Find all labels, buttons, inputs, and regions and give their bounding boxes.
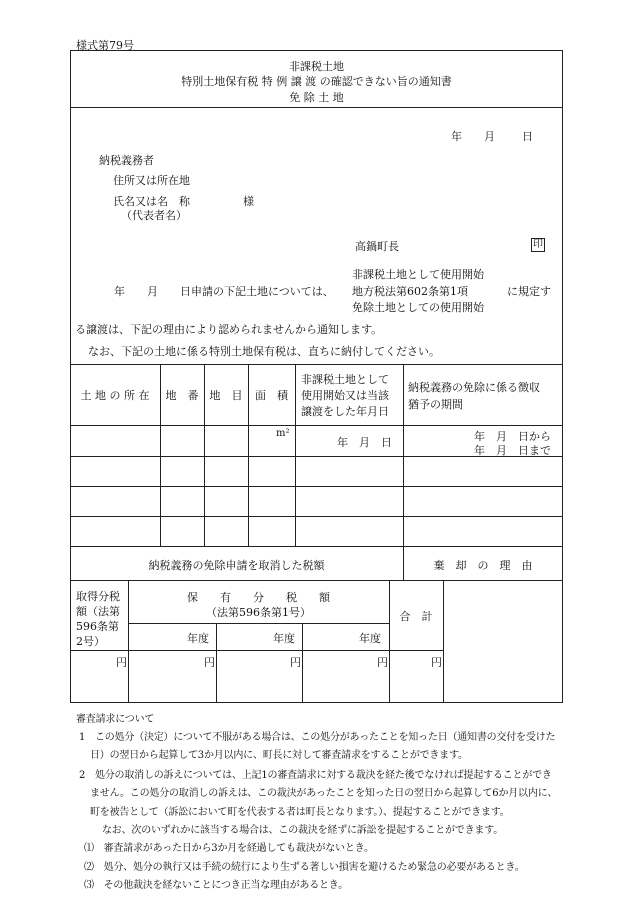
form-number: 様式第79号 (76, 39, 134, 52)
col-exempt-h2: 猶予の期間 (408, 398, 463, 411)
land-table-row-2 (70, 486, 563, 487)
note-2c: 町を被告として（訴訟において町を代表する者は町長となります。）、提起することができます。 (90, 807, 510, 818)
land-col-5 (403, 364, 404, 546)
body-suffix: に規定す (507, 285, 551, 298)
tax-col-2 (216, 623, 217, 703)
date-year: 年 (451, 130, 462, 143)
yen-acq: 円 (116, 656, 127, 669)
tax-col-5 (443, 580, 444, 703)
note-2a: 2 処分の取消しの訴えについては、上記1の審査請求に対する裁決を経た後でなければ提起することができ (79, 770, 552, 781)
issuer-name: 高鍋町長 (355, 240, 399, 253)
body-option-3: 免除土地としての使用開始 (352, 301, 484, 314)
representative-label: （代表者名） (121, 209, 187, 222)
body-line-2: る譲渡は、下記の理由により認められませんから通知します。 (75, 323, 383, 336)
col-category: 地 目 (209, 389, 243, 402)
col-area: 面 積 (255, 389, 288, 402)
body-option-2: 地方税法第602条第1項 (352, 285, 468, 298)
unit-m2: m² (276, 428, 290, 439)
year-3: 年度 (359, 632, 381, 645)
acq-label-4: 2号） (76, 635, 105, 648)
yen-1: 円 (204, 656, 215, 669)
date-month: 月 (484, 130, 495, 143)
body-date-part: 年 月 日申請の下記土地については、 (114, 285, 334, 298)
body-option-1: 非課税土地として使用開始 (352, 268, 484, 281)
header-line-3: 免 除 土 地 (289, 91, 344, 104)
taxpayer-heading: 納税義務者 (99, 154, 154, 167)
address-label: 住所又は所在地 (113, 174, 190, 187)
canceled-tax-label: 納税義務の免除申請を取消した税額 (148, 559, 325, 572)
note-item-1: ⑴ 審査請求があった日から3か月を経過しても裁決がないとき。 (84, 843, 374, 854)
col-date-h3: 譲渡をした年月日 (301, 405, 389, 418)
reason-label: 棄 却 の 理 由 (433, 559, 533, 572)
name-label: 氏名又は名 称 (113, 195, 190, 208)
yen-total: 円 (431, 656, 442, 669)
land-table-row-3 (70, 516, 563, 517)
note-1b: 日）の翌日から起算して3か月以内に、町長に対して審査請求をすることができます。 (90, 750, 468, 761)
note-1a: 1 この処分（決定）について不服がある場合は、この処分があったことを知った日（通知書の交付を受けた (79, 732, 556, 743)
tax-header-bottom (70, 650, 443, 651)
col-date-h2: 使用開始又は当該 (301, 389, 389, 402)
year-1: 年度 (187, 632, 209, 645)
period-from: 年 月 日から (474, 430, 551, 443)
acq-label-2: 額（法第 (76, 605, 120, 618)
note-item-2: ⑵ 処分、処分の執行又は手続の続行により生ずる著しい損害を避けるため緊急の必要があるとき。 (84, 862, 525, 873)
land-table-header-bottom (70, 425, 563, 426)
yen-2: 円 (290, 656, 301, 669)
year-2: 年度 (273, 632, 295, 645)
date-day: 日 (522, 130, 533, 143)
land-col-4 (295, 364, 296, 546)
holding-law: （法第596条第1号） (206, 606, 311, 619)
header-divider (70, 107, 563, 108)
body-line-3: なお、下記の土地に係る特別土地保有税は、直ちに納付してください。 (88, 345, 440, 358)
col-location: 土 地 の 所 在 (80, 389, 150, 402)
period-to: 年 月 日まで (474, 444, 551, 457)
total-label: 合 計 (399, 610, 433, 623)
land-table-top (70, 364, 563, 365)
header-line-1: 非課税土地 (289, 60, 344, 73)
holding-divider (128, 623, 389, 624)
holding-label: 保 有 分 税 額 (187, 591, 330, 604)
tax-col-3 (302, 623, 303, 703)
seal-mark: 印 (533, 239, 543, 250)
col-lot: 地 番 (165, 389, 199, 402)
notes-title: 審査請求について (76, 714, 155, 725)
note-3: なお、次のいずれかに該当する場合は、この裁決を経ずに訴訟を提起することができます。 (102, 825, 503, 836)
acq-label-3: 596条第 (76, 620, 119, 633)
header-line-2: 特別土地保有税 特 例 譲 渡 の確認できない旨の通知書 (181, 75, 452, 88)
tax-col-4 (389, 580, 390, 703)
row-date-ymd: 年 月 日 (337, 436, 392, 449)
col-exempt-h1: 納税義務の免除に係る徴収 (408, 381, 540, 394)
land-table-bottom (70, 546, 563, 547)
reason-bottom (70, 580, 563, 581)
acq-label-1: 取得分税 (76, 590, 120, 603)
note-item-3: ⑶ その他裁決を経ないことにつき正当な理由があるとき。 (84, 880, 348, 891)
col-date-h1: 非課税土地として (301, 373, 389, 386)
note-2b: ません。この処分の取消しの訴えは、この裁決があったことを知った日の翌日から起算して6か月以内に、 (90, 788, 558, 799)
yen-3: 円 (377, 656, 388, 669)
sama-label: 様 (243, 195, 254, 208)
